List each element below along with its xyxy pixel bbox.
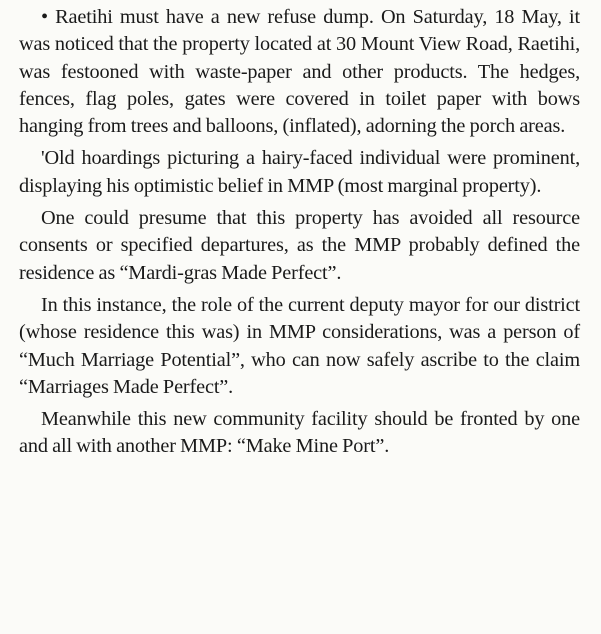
paragraph-community-facility: Meanwhile this new community facility should be fronted by one and all with another MMP: “Make Mine Port”. — [19, 408, 580, 458]
paragraph-hoardings: 'Old hoardings picturing a hairy-faced individual were prominent, displaying his optimistic belief in MMP (most marginal property). — [19, 147, 580, 197]
article-column — [19, 4, 580, 466]
paragraph-resource-consents: One could presume that this property has avoided all resource consents or specified departures, as the MMP probably defined the residence as “Mardi-gras Made Perfect”. — [19, 207, 580, 284]
paragraph-refuse-dump: • Raetihi must have a new refuse dump. On Saturday, 18 May, it was noticed that the property located at 30 Mount View Road, Raetihi, was festooned with waste-paper and other products. The hedges, fences, flag poles, gates were covered in toilet paper with bows hanging from trees and balloons, (inflated), adorning the porch areas. — [19, 6, 580, 138]
paragraph-deputy-mayor: In this instance, the role of the current deputy mayor for our district (whose residence this was) in MMP considerations, was a person of “Much Marriage Potential”, who can now safely ascribe to the claim “Marriages Made Perfect”. — [19, 293, 580, 398]
